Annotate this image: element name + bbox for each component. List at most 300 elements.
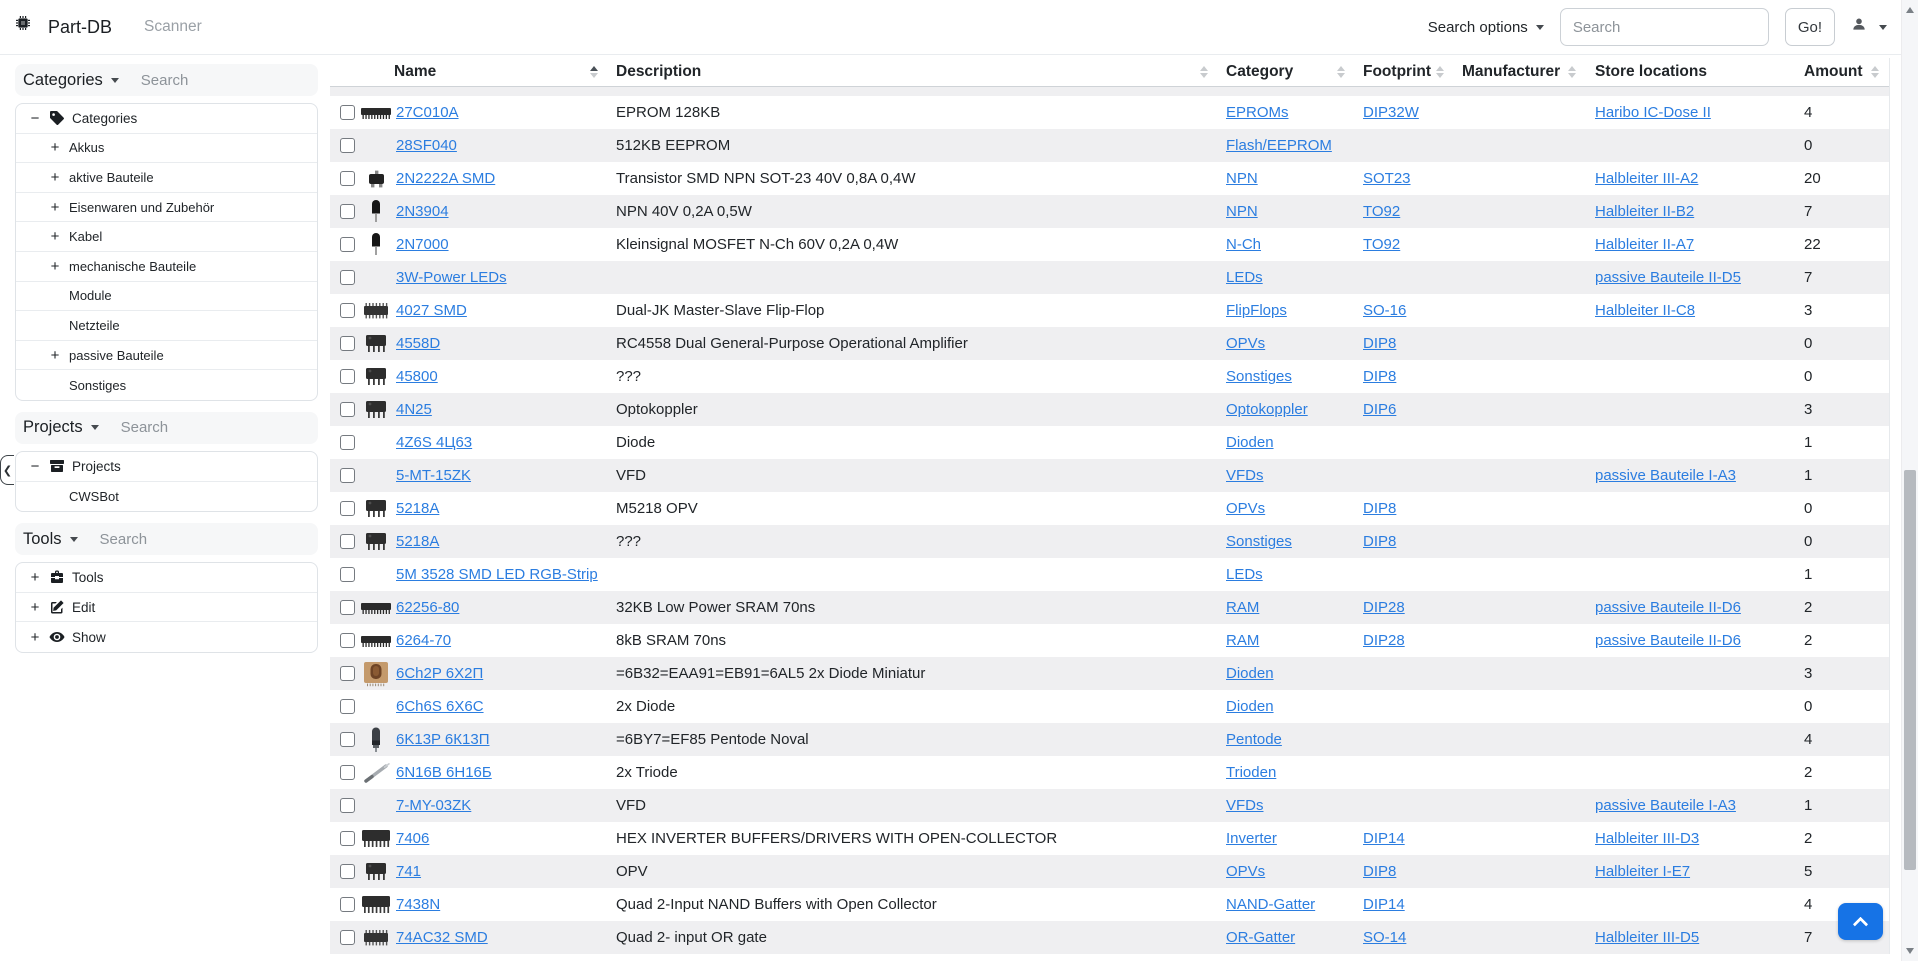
table-row xyxy=(330,393,1889,426)
row-checkbox[interactable] xyxy=(340,600,355,615)
tools-section-header xyxy=(15,523,318,555)
part-name-link[interactable]: 6Ch2P 6Х2П xyxy=(396,665,484,682)
chevron-down-icon xyxy=(111,78,119,83)
part-name-link[interactable]: 74AC32 SMD xyxy=(396,929,488,946)
table-row xyxy=(330,855,1889,888)
tree-item-label: Eisenwaren und Zubehör xyxy=(69,199,215,215)
column-label: Footprint xyxy=(1363,63,1432,80)
part-name-link[interactable]: 7406 xyxy=(396,830,430,847)
part-thumbnail[interactable] xyxy=(358,892,394,917)
part-thumbnail[interactable] xyxy=(358,597,394,619)
part-thumbnail[interactable] xyxy=(358,727,394,753)
part-name-link[interactable]: 5218A xyxy=(396,533,440,550)
part-name-link[interactable]: 27C010A xyxy=(396,104,459,121)
footprint-link[interactable]: DIP8 xyxy=(1363,500,1397,517)
part-thumbnail[interactable] xyxy=(358,364,394,389)
column-header-manufacturer[interactable] xyxy=(1462,58,1595,86)
table-row xyxy=(330,591,1889,624)
amount-cell: 7 xyxy=(1804,269,1813,286)
amount-cell: 4 xyxy=(1804,731,1813,748)
amount-cell: 3 xyxy=(1804,665,1813,682)
amount-cell: 4 xyxy=(1804,104,1813,121)
table-row xyxy=(330,228,1889,261)
category-link[interactable]: Sonstiges xyxy=(1226,368,1292,385)
tree-item-label: aktive Bauteile xyxy=(69,169,154,185)
column-label: Store locations xyxy=(1595,63,1707,80)
amount-cell: 2 xyxy=(1804,599,1813,616)
tree-item-label: passive Bauteile xyxy=(69,347,164,363)
tree-item-label: Projects xyxy=(72,458,121,474)
scrollbar-up-arrow-icon[interactable] xyxy=(1906,7,1914,13)
column-header-store-locations xyxy=(1595,58,1804,86)
category-link[interactable]: Sonstiges xyxy=(1226,533,1292,550)
chevron-up-icon xyxy=(1853,917,1869,933)
part-description: RC4558 Dual General-Purpose Operational Amplifier xyxy=(616,335,968,352)
tree-item-show[interactable] xyxy=(16,622,317,652)
table-body xyxy=(330,96,1889,954)
category-link[interactable]: NPN xyxy=(1226,203,1258,220)
sidebar xyxy=(15,64,318,664)
part-description: EPROM 128KB xyxy=(616,104,721,121)
store-location-link[interactable]: Halbleiter III-D3 xyxy=(1595,830,1700,847)
footprint-link[interactable]: DIP14 xyxy=(1363,896,1405,913)
search-options-label: Search options xyxy=(1427,18,1528,36)
amount-cell: 2 xyxy=(1804,764,1813,781)
store-location-link[interactable]: Halbleiter I-E7 xyxy=(1595,863,1691,880)
table-row xyxy=(330,921,1889,954)
user-menu[interactable] xyxy=(1851,16,1887,38)
table-row xyxy=(330,525,1889,558)
amount-cell: 1 xyxy=(1804,467,1813,484)
part-name-link[interactable]: 6264-70 xyxy=(396,632,452,649)
categories-title: Categories xyxy=(23,70,103,89)
table-header xyxy=(330,58,1889,87)
amount-cell: 4 xyxy=(1804,896,1813,913)
brand-title: Part-DB xyxy=(48,16,113,37)
nav-item-scanner[interactable]: Scanner xyxy=(144,18,202,35)
part-name-link[interactable]: 4Z6S 4Ц63 xyxy=(396,434,473,451)
table-row xyxy=(330,426,1889,459)
tools-search-input[interactable] xyxy=(100,531,220,548)
expand-toggle[interactable]: + xyxy=(50,139,60,157)
tree-item-aktive-bauteile[interactable] xyxy=(16,163,317,193)
column-header-footprint[interactable] xyxy=(1363,58,1462,86)
footprint-link[interactable]: SO-16 xyxy=(1363,302,1407,319)
tree-item-label: Module xyxy=(69,288,112,304)
footprint-link[interactable]: DIP8 xyxy=(1363,863,1397,880)
table-row xyxy=(330,162,1889,195)
expand-toggle[interactable]: + xyxy=(50,228,60,246)
part-description: 2x Triode xyxy=(616,764,678,781)
column-header-amount[interactable] xyxy=(1804,58,1890,86)
part-thumbnail[interactable] xyxy=(358,331,394,356)
chevron-down-icon xyxy=(1536,25,1544,30)
scrollbar-thumb[interactable] xyxy=(1904,470,1916,870)
category-link[interactable]: OPVs xyxy=(1226,500,1266,517)
table-row xyxy=(330,294,1889,327)
expand-toggle[interactable]: + xyxy=(30,568,40,586)
part-thumbnail[interactable] xyxy=(358,167,394,191)
footprint-link[interactable]: DIP28 xyxy=(1363,599,1405,616)
table-row xyxy=(330,888,1889,921)
category-link[interactable]: Dioden xyxy=(1226,665,1274,682)
amount-cell: 2 xyxy=(1804,632,1813,649)
tree-item-module[interactable] xyxy=(16,282,317,312)
row-checkbox[interactable] xyxy=(340,501,355,516)
column-label: Manufacturer xyxy=(1462,63,1561,80)
part-thumbnail[interactable] xyxy=(358,630,394,652)
part-thumbnail[interactable] xyxy=(358,102,394,124)
tree-item-label: Categories xyxy=(72,110,138,126)
part-thumbnail[interactable] xyxy=(358,826,394,851)
amount-cell: 0 xyxy=(1804,698,1813,715)
edit-icon xyxy=(49,599,65,615)
footprint-link[interactable]: SOT23 xyxy=(1363,170,1411,187)
sidebar-collapse-handle[interactable]: ❮ xyxy=(0,455,14,485)
amount-cell: 7 xyxy=(1804,203,1813,220)
tools-tree xyxy=(15,562,318,653)
part-name-link[interactable]: 4558D xyxy=(396,335,441,352)
sort-icon[interactable] xyxy=(1568,66,1576,78)
part-description: ??? xyxy=(616,368,642,385)
store-location-link[interactable]: Halbleiter II-B2 xyxy=(1595,203,1695,220)
row-checkbox[interactable] xyxy=(340,204,355,219)
row-checkbox[interactable] xyxy=(340,534,355,549)
tree-item-eisenwaren-und-zubeh-r[interactable] xyxy=(16,193,317,223)
category-link[interactable]: OPVs xyxy=(1226,335,1266,352)
expand-toggle[interactable]: + xyxy=(50,346,60,364)
row-checkbox[interactable] xyxy=(340,105,355,120)
row-checkbox[interactable] xyxy=(340,666,355,681)
part-thumbnail[interactable] xyxy=(358,661,394,687)
table-row xyxy=(330,492,1889,525)
go-button[interactable]: Go! xyxy=(1785,8,1835,46)
part-thumbnail[interactable] xyxy=(358,760,394,786)
chevron-down-icon xyxy=(91,425,99,430)
archive-icon xyxy=(49,458,65,474)
search-input[interactable] xyxy=(1560,8,1769,46)
amount-cell: 1 xyxy=(1804,797,1813,814)
footprint-link[interactable]: DIP28 xyxy=(1363,632,1405,649)
projects-section-header xyxy=(15,412,318,444)
category-link[interactable]: RAM xyxy=(1226,599,1260,616)
row-checkbox[interactable] xyxy=(340,633,355,648)
part-description: NPN 40V 0,2A 0,5W xyxy=(616,203,752,220)
sort-icon[interactable] xyxy=(1337,66,1345,78)
tree-item-akkus[interactable] xyxy=(16,134,317,164)
part-thumbnail[interactable] xyxy=(358,529,394,554)
categories-tree xyxy=(15,103,318,401)
part-name-link[interactable]: 45800 xyxy=(396,368,438,385)
amount-cell: 0 xyxy=(1804,335,1813,352)
tree-item-projects[interactable] xyxy=(16,452,317,482)
category-link[interactable]: RAM xyxy=(1226,632,1260,649)
collapse-toggle[interactable]: − xyxy=(30,457,40,475)
part-description: 512KB EEPROM xyxy=(616,137,731,154)
amount-cell: 0 xyxy=(1804,368,1813,385)
tree-item-label: Show xyxy=(72,629,106,645)
part-description: 8kB SRAM 70ns xyxy=(616,632,727,649)
row-checkbox[interactable] xyxy=(340,369,355,384)
part-description: Quad 2-Input NAND Buffers with Open Collector xyxy=(616,896,937,913)
part-description: VFD xyxy=(616,797,646,814)
tree-item-label: Akkus xyxy=(69,140,105,156)
sort-ascending-icon[interactable] xyxy=(590,66,598,78)
table-row xyxy=(330,822,1889,855)
tree-item-label: Sonstiges xyxy=(69,377,127,393)
footprint-link[interactable]: TO92 xyxy=(1363,203,1401,220)
footprint-link[interactable]: DIP32W xyxy=(1363,104,1419,121)
part-name-link[interactable]: 5218A xyxy=(396,500,440,517)
row-checkbox[interactable] xyxy=(340,765,355,780)
store-location-link[interactable]: passive Bauteile II-D5 xyxy=(1595,269,1741,286)
row-checkbox[interactable] xyxy=(340,402,355,417)
part-description: Quad 2- input OR gate xyxy=(616,929,767,946)
column-header-category[interactable] xyxy=(1226,58,1363,86)
category-link[interactable]: LEDs xyxy=(1226,566,1263,583)
chevron-down-icon xyxy=(70,537,78,542)
table-row xyxy=(330,327,1889,360)
projects-dropdown[interactable] xyxy=(23,418,99,437)
partially-scrolled-row xyxy=(330,87,1889,96)
part-thumbnail[interactable] xyxy=(358,199,394,225)
scroll-to-top-button[interactable] xyxy=(1838,903,1883,940)
column-label: Name xyxy=(394,63,437,80)
column-label: Amount xyxy=(1804,63,1863,80)
tree-item-label: Edit xyxy=(72,599,96,615)
store-location-link[interactable]: Haribo IC-Dose II xyxy=(1595,104,1711,121)
part-description: Transistor SMD NPN SOT-23 40V 0,8A 0,4W xyxy=(616,170,916,187)
sort-icon[interactable] xyxy=(1200,66,1208,78)
table-row xyxy=(330,756,1889,789)
row-checkbox[interactable] xyxy=(340,699,355,714)
store-location-link[interactable]: passive Bauteile II-D6 xyxy=(1595,599,1741,616)
category-link[interactable]: Optokoppler xyxy=(1226,401,1308,418)
column-header-name[interactable] xyxy=(394,58,616,86)
part-name-link[interactable]: 7-MY-03ZK xyxy=(396,797,472,814)
expand-toggle[interactable]: + xyxy=(30,628,40,646)
expand-toggle[interactable]: + xyxy=(50,198,60,216)
category-link[interactable]: LEDs xyxy=(1226,269,1263,286)
row-checkbox[interactable] xyxy=(340,798,355,813)
category-link[interactable]: VFDs xyxy=(1226,467,1264,484)
tree-item-kabel[interactable] xyxy=(16,222,317,252)
tree-item-label: Netzteile xyxy=(69,317,120,333)
category-link[interactable]: Inverter xyxy=(1226,830,1277,847)
sort-icon[interactable] xyxy=(1436,66,1444,78)
tree-item-passive-bauteile[interactable] xyxy=(16,341,317,371)
amount-cell: 3 xyxy=(1804,401,1813,418)
store-location-link[interactable]: Halbleiter III-A2 xyxy=(1595,170,1699,187)
part-thumbnail[interactable] xyxy=(358,927,394,949)
category-link[interactable]: N-Ch xyxy=(1226,236,1262,253)
tree-item-edit[interactable] xyxy=(16,593,317,623)
part-name-link[interactable]: 2N3904 xyxy=(396,203,449,220)
part-description: 2x Diode xyxy=(616,698,676,715)
part-name-link[interactable]: 7438N xyxy=(396,896,441,913)
expand-toggle[interactable]: + xyxy=(50,168,60,186)
parts-table xyxy=(330,58,1890,954)
expand-toggle[interactable]: + xyxy=(50,257,60,275)
category-link[interactable]: NPN xyxy=(1226,170,1258,187)
tree-item-sonstiges[interactable] xyxy=(16,370,317,400)
amount-cell: 1 xyxy=(1804,434,1813,451)
projects-title: Projects xyxy=(23,418,83,437)
user-icon xyxy=(1851,16,1873,38)
table-row xyxy=(330,360,1889,393)
category-link[interactable]: Dioden xyxy=(1226,434,1274,451)
tree-item-categories[interactable] xyxy=(16,104,317,134)
part-description: M5218 OPV xyxy=(616,500,698,517)
row-checkbox[interactable] xyxy=(340,435,355,450)
toolbox-icon xyxy=(49,569,65,585)
chevron-down-icon xyxy=(1879,25,1887,30)
footprint-link[interactable]: DIP8 xyxy=(1363,533,1397,550)
scrollbar-down-arrow-icon[interactable] xyxy=(1906,948,1914,954)
category-link[interactable]: NAND-Gatter xyxy=(1226,896,1316,913)
row-checkbox[interactable] xyxy=(340,930,355,945)
categories-search-input[interactable] xyxy=(141,72,261,89)
store-location-link[interactable]: Halbleiter II-A7 xyxy=(1595,236,1695,253)
part-name-link[interactable]: 6Ch6S 6X6C xyxy=(396,698,484,715)
part-name-link[interactable]: 6K13P 6К13П xyxy=(396,731,490,748)
category-link[interactable]: OR-Gatter xyxy=(1226,929,1296,946)
tree-item-cwsbot[interactable] xyxy=(16,482,317,512)
category-link[interactable]: EPROMs xyxy=(1226,104,1289,121)
row-checkbox[interactable] xyxy=(340,567,355,582)
tree-item-label: Tools xyxy=(72,569,104,585)
category-link[interactable]: OPVs xyxy=(1226,863,1266,880)
part-name-link[interactable]: 5M 3528 SMD LED RGB-Strip xyxy=(396,566,598,583)
store-location-link[interactable]: passive Bauteile I-A3 xyxy=(1595,797,1736,814)
tree-item-tools[interactable] xyxy=(16,563,317,593)
part-thumbnail[interactable] xyxy=(358,859,394,884)
amount-cell: 0 xyxy=(1804,533,1813,550)
header-thumb xyxy=(358,58,394,86)
amount-cell: 5 xyxy=(1804,863,1813,880)
tree-item-netzteile[interactable] xyxy=(16,311,317,341)
footprint-link[interactable]: DIP8 xyxy=(1363,335,1397,352)
table-row xyxy=(330,723,1889,756)
categories-section-header xyxy=(15,64,318,96)
row-checkbox[interactable] xyxy=(340,864,355,879)
part-description: Diode xyxy=(616,434,656,451)
part-name-link[interactable]: 28SF040 xyxy=(396,137,457,154)
collapse-toggle[interactable]: − xyxy=(30,109,40,127)
column-label: Category xyxy=(1226,63,1294,80)
part-description: OPV xyxy=(616,863,648,880)
row-checkbox[interactable] xyxy=(340,732,355,747)
table-row xyxy=(330,96,1889,129)
part-description: ??? xyxy=(616,533,642,550)
row-checkbox[interactable] xyxy=(340,831,355,846)
part-description: VFD xyxy=(616,467,646,484)
part-name-link[interactable]: 4027 SMD xyxy=(396,302,467,319)
part-name-link[interactable]: 62256-80 xyxy=(396,599,460,616)
footprint-link[interactable]: DIP6 xyxy=(1363,401,1397,418)
part-name-link[interactable]: 6N16B 6Н16Б xyxy=(396,764,492,781)
row-checkbox[interactable] xyxy=(340,270,355,285)
app-logo[interactable] xyxy=(15,15,112,39)
row-checkbox[interactable] xyxy=(340,171,355,186)
row-checkbox[interactable] xyxy=(340,138,355,153)
row-checkbox[interactable] xyxy=(340,336,355,351)
categories-dropdown[interactable] xyxy=(23,71,119,90)
part-name-link[interactable]: 2N2222A SMD xyxy=(396,170,496,187)
part-name-link[interactable]: 2N7000 xyxy=(396,236,449,253)
part-name-link[interactable]: 5-MT-15ZK xyxy=(396,467,472,484)
part-name-link[interactable]: 741 xyxy=(396,863,422,880)
part-description: 32KB Low Power SRAM 70ns xyxy=(616,599,816,616)
amount-cell: 0 xyxy=(1804,137,1813,154)
table-row xyxy=(330,789,1889,822)
footprint-link[interactable]: DIP14 xyxy=(1363,830,1405,847)
tree-item-mechanische-bauteile[interactable] xyxy=(16,252,317,282)
part-description: =6BY7=EF85 Pentode Noval xyxy=(616,731,809,748)
category-link[interactable]: Dioden xyxy=(1226,698,1274,715)
part-name-link[interactable]: 3W-Power LEDs xyxy=(396,269,507,286)
part-thumbnail[interactable] xyxy=(358,397,394,422)
store-location-link[interactable]: Halbleiter II-C8 xyxy=(1595,302,1696,319)
category-link[interactable]: Flash/EEPROM xyxy=(1226,137,1332,154)
footprint-link[interactable]: DIP8 xyxy=(1363,368,1397,385)
row-checkbox[interactable] xyxy=(340,303,355,318)
amount-cell: 0 xyxy=(1804,500,1813,517)
category-link[interactable]: VFDs xyxy=(1226,797,1264,814)
category-link[interactable]: Pentode xyxy=(1226,731,1282,748)
page-scrollbar[interactable] xyxy=(1901,0,1918,961)
search-options-dropdown[interactable] xyxy=(1428,19,1544,36)
part-description: =6B32=EAA91=EB91=6AL5 2x Diode Miniatur xyxy=(616,665,926,682)
part-description: Dual-JK Master-Slave Flip-Flop xyxy=(616,302,825,319)
row-checkbox[interactable] xyxy=(340,897,355,912)
amount-cell: 3 xyxy=(1804,302,1813,319)
amount-cell: 2 xyxy=(1804,830,1813,847)
part-thumbnail[interactable] xyxy=(358,232,394,258)
part-thumbnail[interactable] xyxy=(358,496,394,521)
column-header-description[interactable] xyxy=(616,58,1226,86)
projects-search-input[interactable] xyxy=(121,419,241,436)
part-description: Optokoppler xyxy=(616,401,698,418)
part-name-link[interactable]: 4N25 xyxy=(396,401,432,418)
table-row xyxy=(330,558,1889,591)
part-thumbnail[interactable] xyxy=(358,300,394,322)
footprint-link[interactable]: TO92 xyxy=(1363,236,1401,253)
tools-dropdown[interactable] xyxy=(23,530,78,549)
part-description: Kleinsignal MOSFET N-Ch 60V 0,2A 0,4W xyxy=(616,236,899,253)
eye-icon xyxy=(49,629,65,645)
store-location-link[interactable]: passive Bauteile II-D6 xyxy=(1595,632,1741,649)
store-location-link[interactable]: Halbleiter III-D5 xyxy=(1595,929,1700,946)
table-row xyxy=(330,129,1889,162)
amount-cell: 7 xyxy=(1804,929,1813,946)
category-link[interactable]: Trioden xyxy=(1226,764,1277,781)
tree-item-label: Kabel xyxy=(69,229,103,245)
store-location-link[interactable]: passive Bauteile I-A3 xyxy=(1595,467,1736,484)
column-label: Description xyxy=(616,63,702,80)
projects-tree xyxy=(15,451,318,512)
table-row xyxy=(330,459,1889,492)
row-checkbox[interactable] xyxy=(340,468,355,483)
table-row xyxy=(330,690,1889,723)
category-link[interactable]: FlipFlops xyxy=(1226,302,1287,319)
footprint-link[interactable]: SO-14 xyxy=(1363,929,1407,946)
sort-icon[interactable] xyxy=(1871,66,1879,78)
row-checkbox[interactable] xyxy=(340,237,355,252)
amount-cell: 1 xyxy=(1804,566,1813,583)
tree-item-label: CWSBot xyxy=(69,488,119,504)
expand-toggle[interactable]: + xyxy=(30,598,40,616)
